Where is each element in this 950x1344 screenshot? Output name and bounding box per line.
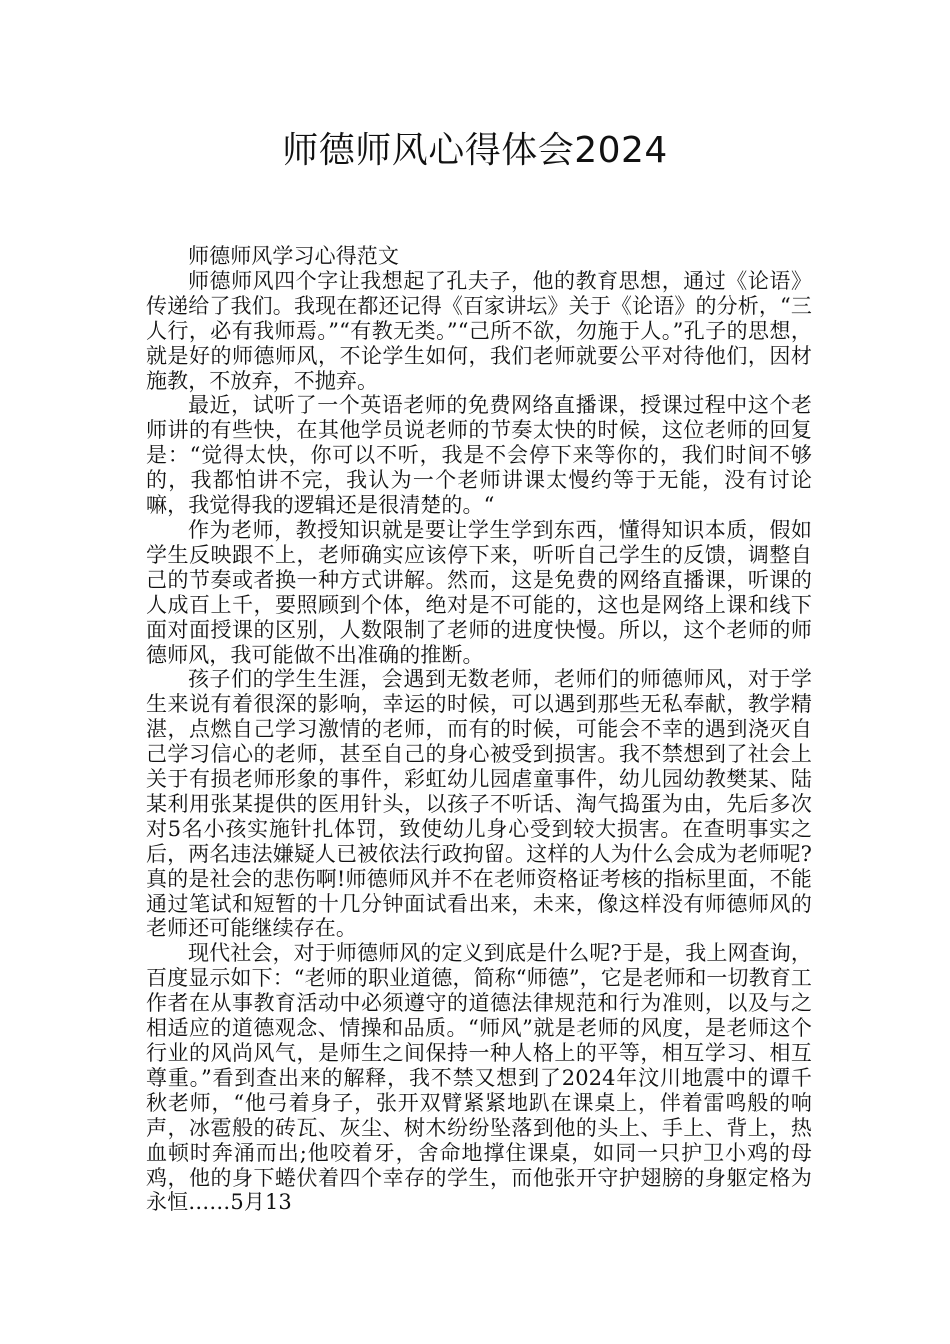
paragraph: 师德师风四个字让我想起了孔夫子，他的教育思想，通过《论语》传递给了我们。我现在都还记得《百家讲坛》关于《论语》的分析，“三人行，必有我师焉。”“有教无类。”“己所不欲，勿施于人。”孔子的思想，就是好的师德师风，不论学生如何，我们老师就要公平对待他们，因材施教，不放弃，不抛弃。 [146,268,812,393]
paragraph: 作为老师，教授知识就是要让学生学到东西，懂得知识本质，假如学生反映跟不上，老师确实应该停下来，听听自己学生的反馈，调整自己的节奏或者换一种方式讲解。然而，这是免费的网络直播课，听课的人成百上千，要照顾到个体，绝对是不可能的，这也是网络上课和线下面对面授课的区别，人数限制了老师的进度快慢。所以，这个老师的师德师风，我可能做不出准确的推断。 [146,517,812,667]
document-body [146,244,812,1215]
document-title: 师德师风心得体会2024 [282,130,668,171]
paragraph: 最近，试听了一个英语老师的免费网络直播课，授课过程中这个老师讲的有些快，在其他学员说老师的节奏太快的时候，这位老师的回复是：“觉得太快，你可以不听，我是不会停下来等你的，我们时间不够的，我都怕讲不完，我认为一个老师讲课太慢约等于无能，没有讨论嘛，我觉得我的逻辑还是很清楚的。“ [146,393,812,518]
paragraph-subtitle: 师德师风学习心得范文 [188,244,399,268]
paragraph: 孩子们的学生生涯，会遇到无数老师，老师们的师德师风，对于学生来说有着很深的影响，幸运的时候，可以遇到那些无私奉献，教学精湛，点燃自己学习激情的老师，而有的时候，可能会不幸的遇到浇灭自己学习信心的老师，甚至自己的身心被受到损害。我不禁想到了社会上关于有损老师形象的事件，彩虹幼儿园虐童事件，幼儿园幼教樊某、陆某利用张某提供的医用针头，以孩子不听话、淘气捣蛋为由，先后多次对5名小孩实施针扎体罚，致使幼儿身心受到较大损害。在查明事实之后，两名违法嫌疑人已被依法行政拘留。这样的人为什么会成为老师呢?真的是社会的悲伤啊!师德师风并不在老师资格证考核的指标里面，不能通过笔试和短暂的十几分钟面试看出来，未来，像这样没有师德师风的老师还可能继续存在。 [146,667,812,941]
paragraph: 现代社会，对于师德师风的定义到底是什么呢?于是，我上网查询，百度显示如下：“老师的职业道德，简称“师德”，它是老师和一切教育工作者在从事教育活动中必须遵守的道德法律规范和行为准则，以及与之相适应的道德观念、情操和品质。“师风”就是老师的风度，是老师这个行业的风尚风气，是师生之间保持一种人格上的平等，相互学习、相互尊重。”看到查出来的解释，我不禁又想到了2024年汶川地震中的谭千秋老师，“他弓着身子，张开双臂紧紧地趴在课桌上，伴着雷鸣般的响声，冰雹般的砖瓦、灰尘、树木纷纷坠落到他的头上、手上、背上，热血顿时奔涌而出;他咬着牙，舍命地撑住课桌，如同一只护卫小鸡的母鸡，他的身下蜷伏着四个幸存的学生，而他张开守护翅膀的身躯定格为永恒……5月13 [146,941,812,1215]
